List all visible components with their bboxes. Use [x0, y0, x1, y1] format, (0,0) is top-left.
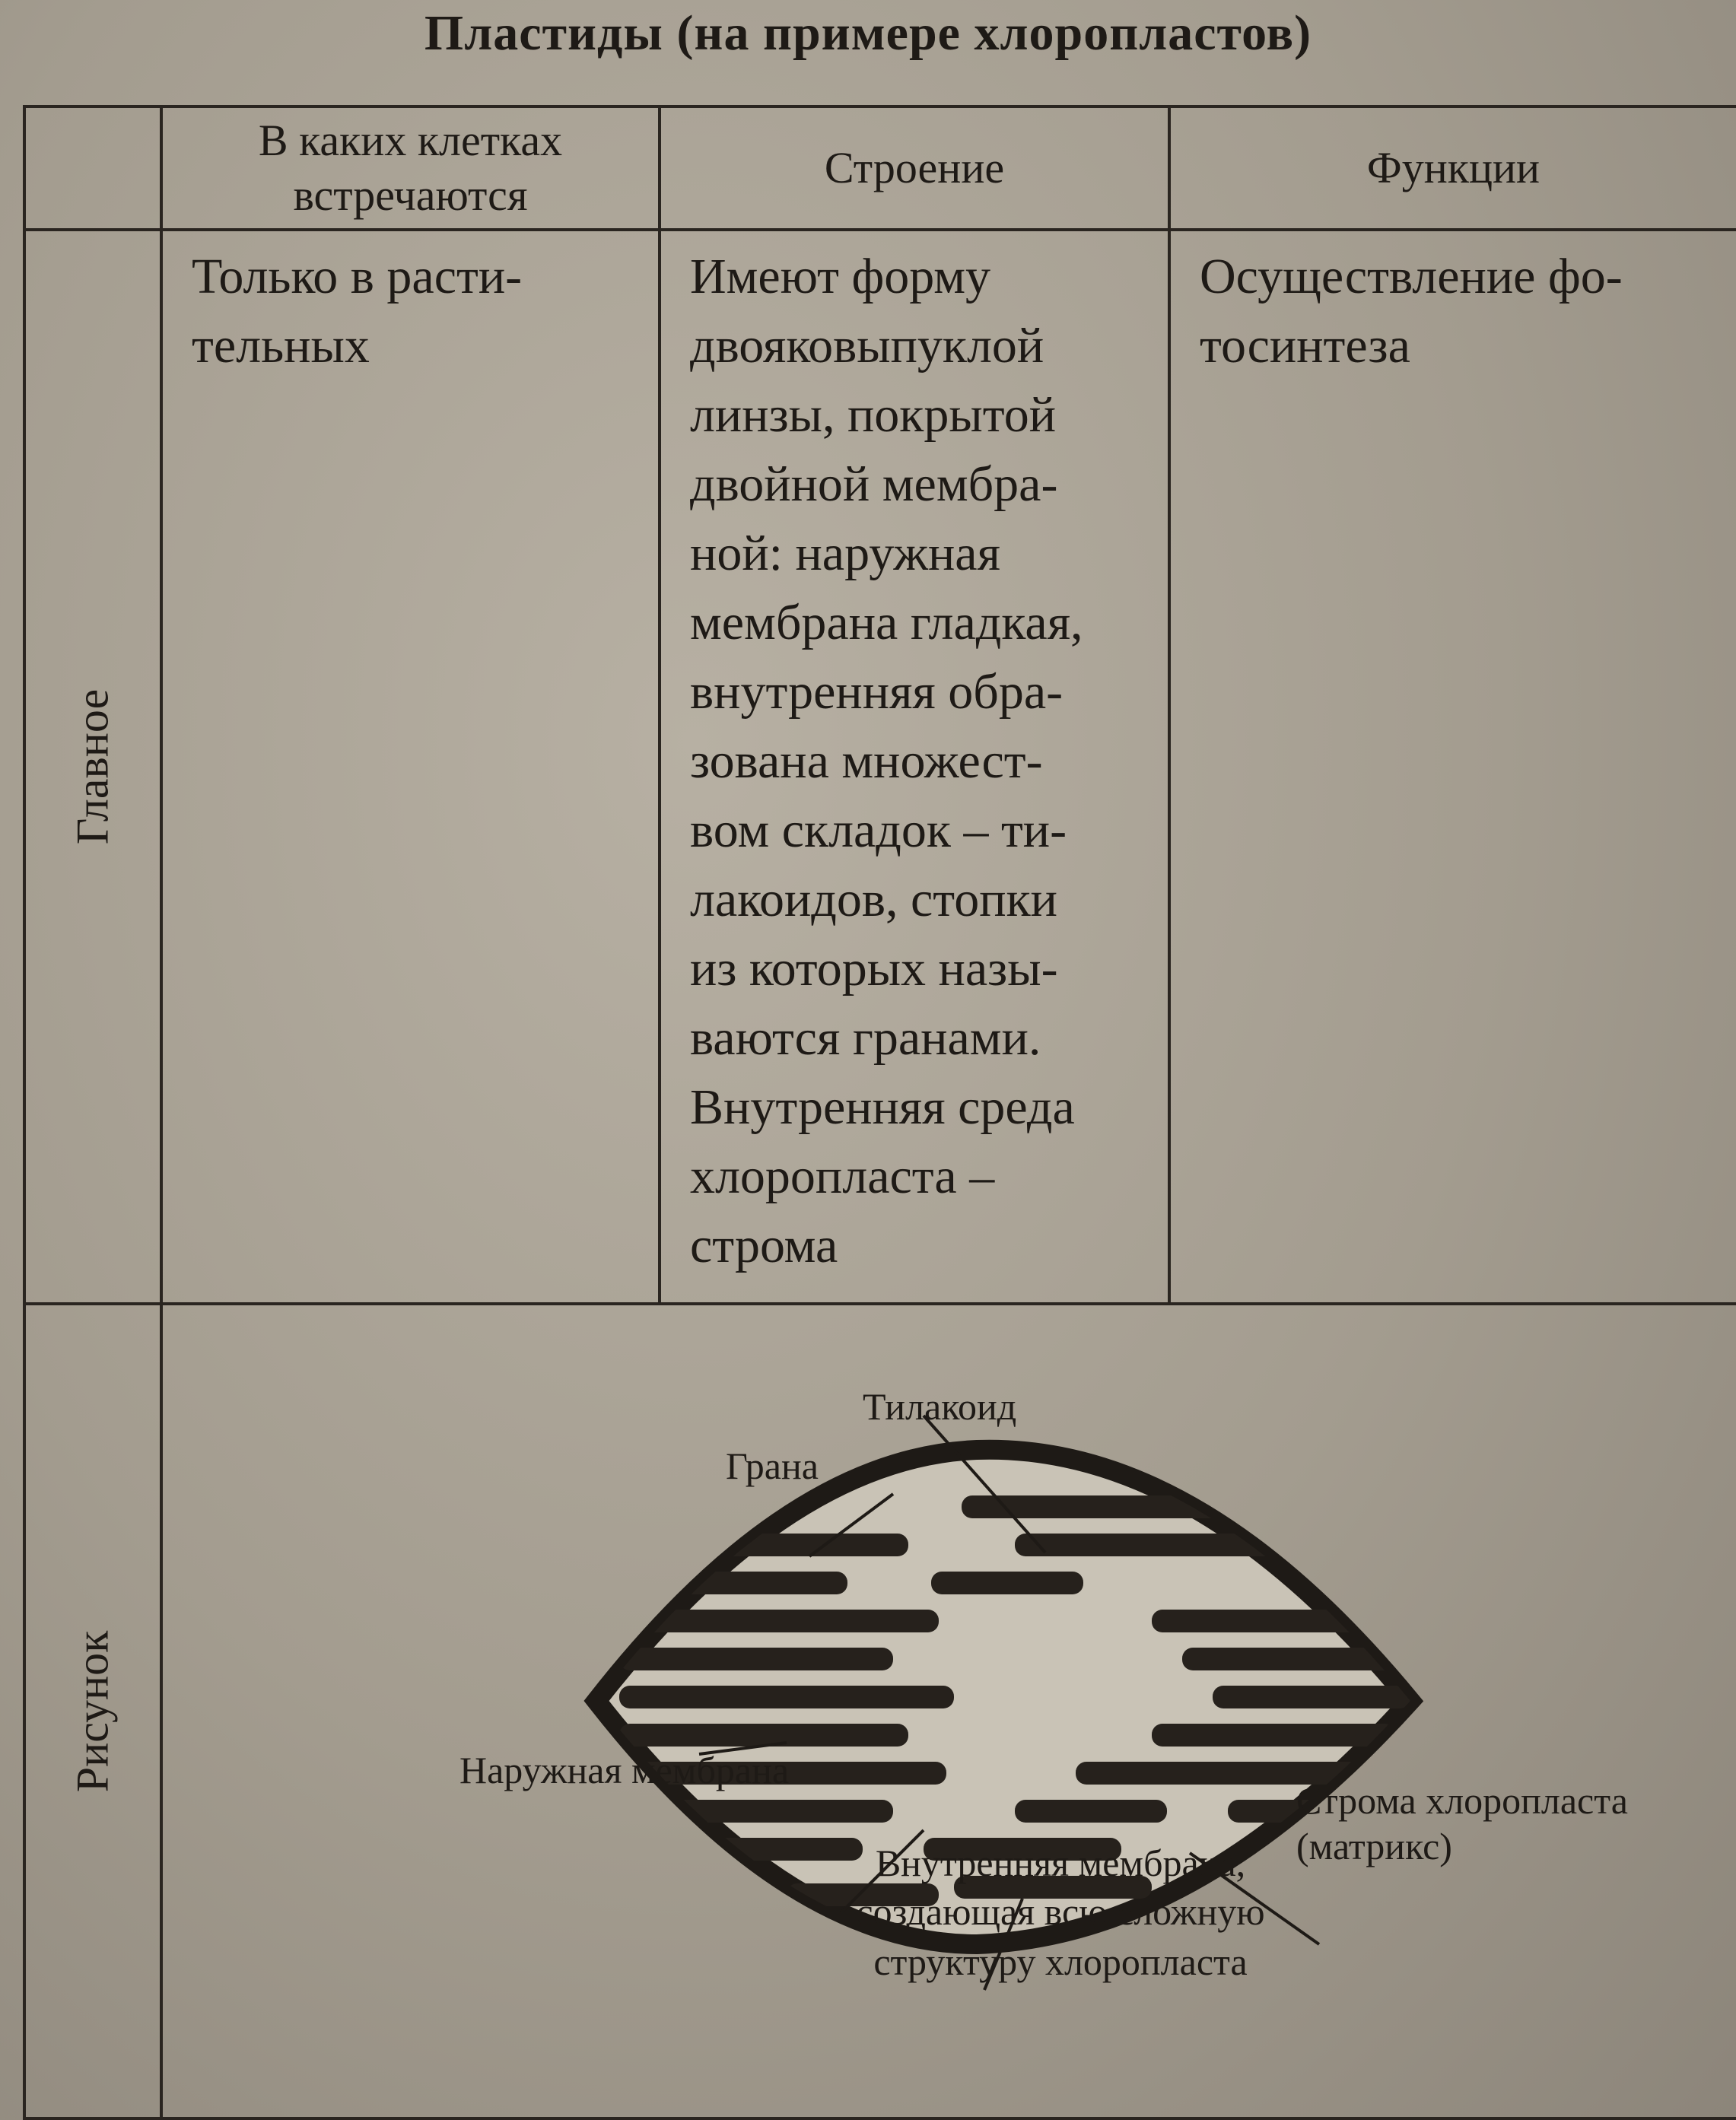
- label-thylakoid: Тилакоид: [863, 1385, 1017, 1428]
- plastids-table: [23, 105, 1736, 2120]
- main-row: [24, 230, 1736, 1304]
- header-row: [24, 106, 1736, 230]
- where-line: тельных: [192, 318, 370, 373]
- structure-line: зована множест-: [690, 733, 1043, 789]
- label-stroma-line2: (матрикс): [1296, 1825, 1452, 1867]
- label-stroma-line1: Строма хлоропласта: [1296, 1779, 1628, 1822]
- cell-functions: [1169, 230, 1736, 1304]
- functions-line: тосинтеза: [1200, 318, 1410, 373]
- structure-line: двояковыпуклой: [690, 318, 1044, 373]
- cell-where: [161, 230, 660, 1304]
- row-label-figure: Рисунок: [67, 1630, 118, 1792]
- header-structure: Строение: [660, 106, 1169, 230]
- structure-line: линзы, покрытой: [690, 387, 1057, 443]
- structure-line: лакоидов, стопки: [690, 872, 1057, 927]
- row-label-main: Главное: [67, 688, 118, 845]
- label-inner-line1: Внутренняя мембрана,: [875, 1842, 1246, 1884]
- header-empty: [24, 106, 161, 230]
- structure-line: из которых назы-: [690, 941, 1058, 996]
- label-grana: Грана: [726, 1445, 819, 1487]
- cell-structure: [660, 230, 1169, 1304]
- structure-line: ваются гранами.: [690, 1010, 1041, 1066]
- functions-line: Осуществление фо-: [1200, 249, 1623, 304]
- label-inner-line3: структуру хлоропласта: [873, 1940, 1248, 1983]
- chloroplast-diagram: [163, 1305, 1684, 2120]
- structure-line: строма: [690, 1218, 838, 1273]
- structure-line: хлоропласта –: [690, 1149, 995, 1204]
- structure-line: мембрана гладкая,: [690, 595, 1083, 650]
- where-line: Только в расти-: [192, 249, 523, 304]
- header-where-line2: встречаются: [293, 170, 528, 220]
- structure-line: ной: наружная: [690, 526, 1000, 581]
- label-outer-membrane: Наружная мембрана: [459, 1749, 790, 1791]
- page-title: Пластиды (на примере хлоропластов): [424, 5, 1312, 61]
- figure-row: [24, 1304, 1736, 2118]
- row-label-cell-main: [24, 230, 161, 1304]
- header-functions: Функции: [1169, 106, 1736, 230]
- label-inner-line2: создающая всю сложную: [856, 1890, 1265, 1933]
- header-where-line1: В каких клетках: [258, 116, 563, 165]
- header-where: [161, 106, 660, 230]
- structure-line: Внутренняя среда: [690, 1079, 1075, 1135]
- row-label-cell-figure: [24, 1304, 161, 2118]
- structure-line: вом складок – ти-: [690, 803, 1067, 858]
- figure-cell: [161, 1304, 1736, 2118]
- structure-line: Имеют форму: [690, 249, 991, 304]
- structure-line: внутренняя обра-: [690, 664, 1064, 720]
- structure-line: двойной мембра-: [690, 456, 1058, 512]
